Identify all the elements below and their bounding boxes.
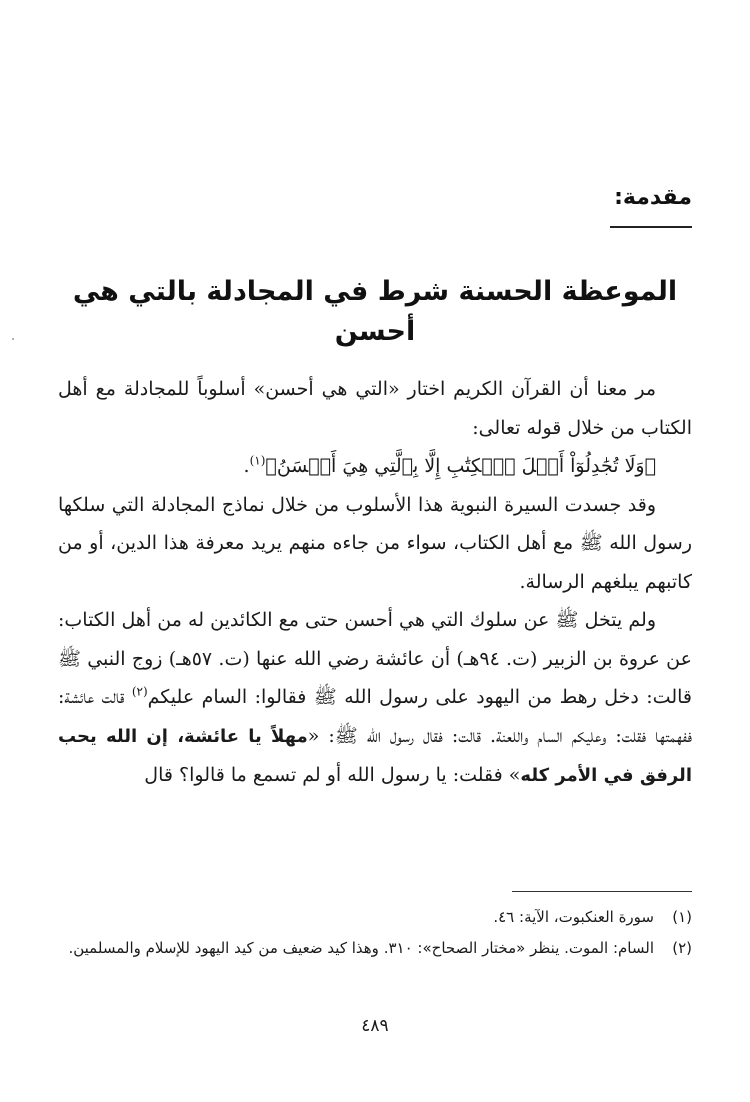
footnote-separator [512,891,692,892]
footnote-1 [60,902,692,933]
section-label: مقدمة: [614,185,692,210]
verse-end: . [243,455,250,477]
margin-speck [12,338,14,340]
paragraph-1: مر معنا أن القرآن الكريم اختار «التي هي أحسن» أسلوباً للمجادلة مع أهل الكتاب من خلال قوله تعالى: [58,378,692,439]
paragraph-3-part-b: قالت عائشة: ففهمتها فقلت: وعليكم السام واللعنة. قالت: فقال رسول الله ﷺ: « [58,686,692,747]
footnote-text: السام: الموت. ينظر «مختار الصحاح»: ٣١٠. وهذا كيد ضعيف من كيد اليهود للإسلام والمسلمين. [68,939,654,957]
footnote-ref-2: (٢) [131,684,148,699]
footnote-2 [60,933,692,964]
section-underline [610,226,692,228]
footnote-text: سورة العنكبوت، الآية: ٤٦. [493,908,654,926]
footnote-number: (١) [672,908,692,926]
paragraph-3 [58,601,692,796]
quran-verse [58,447,692,486]
chapter-title: الموعظة الحسنة شرط في المجادلة بالتي هي أحسن [72,276,678,347]
footnote-ref-1: (١) [249,453,266,468]
paragraph-3-part-a: ولم يتخل ﷺ عن سلوك التي هي أحسن حتى مع الكائدين له من أهل الكتاب: عن عروة بن الزبير (ت. ٩٤هـ) أن عائشة رضي الله عنها (ت. ٥٧هـ) زوج النبي ﷺ قالت: دخل رهط من اليهود على رسول الله ﷺ فقالوا: السام عليكم [58,609,692,708]
footnote-number: (٢) [672,939,692,957]
paragraph-3-part-c: » فقلت: يا رسول الله أو لم تسمع ما قالوا؟ قال [144,764,521,786]
body-text [58,370,692,796]
paragraph-2: وقد جسدت السيرة النبوية هذا الأسلوب من خلال نماذج المجادلة التي سلكها رسول الله ﷺ مع أهل الكتاب، سواء من جاءه منهم يريد معرفة هذا الدين، أو من كاتبهم يبلغهم الرسالة. [58,493,692,593]
verse-text: ﴿وَلَا تُجَٰدِلُوٓاْ أَهۡلَ ٱلۡكِتَٰبِ إِلَّا بِٱلَّتِي هِيَ أَحۡسَنُ﴾ [265,455,656,477]
hadith-emphasis: مهلاً يا عائشة، إن الله يحب الرفق في الأمر كله [58,725,692,786]
footnotes [60,902,692,964]
page-number: ٤٨٩ [361,1016,389,1036]
